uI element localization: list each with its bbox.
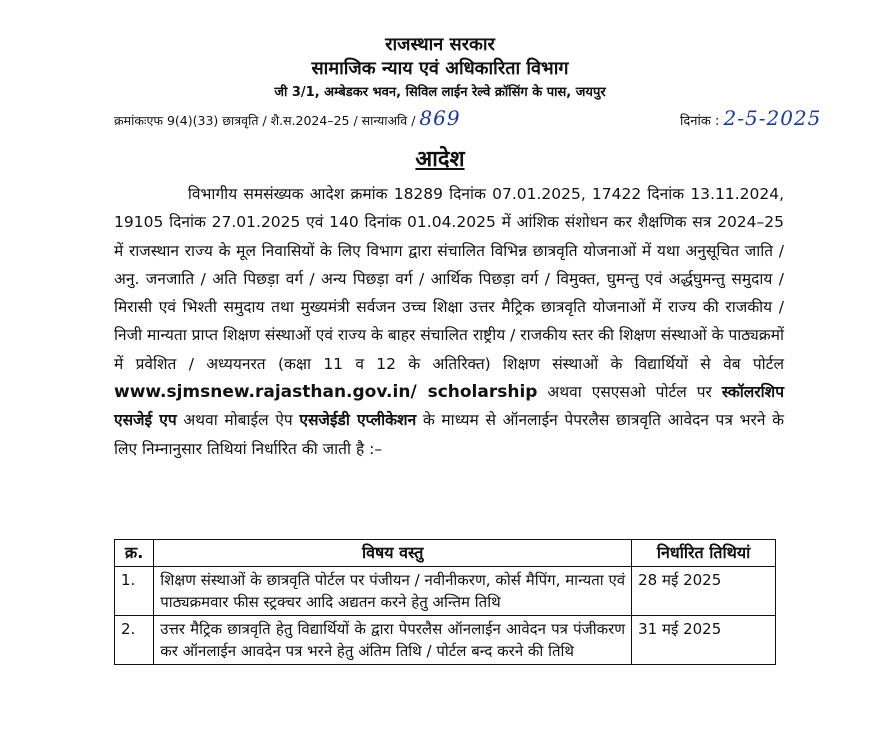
- table-row: [115, 616, 776, 665]
- row-subject: शिक्षण संस्थाओं के छात्रवृति पोर्टल पर पंजीयन / नवीनीकरण, कोर्स मैपिंग, मान्यता एवं पाठ्यक्रमवार फीस स्ट्रक्चर आदि अद्यतन करने हेतु अन्तिम तिथि: [154, 567, 632, 616]
- date-label: दिनांक :: [680, 114, 720, 129]
- row-serial: 2.: [115, 616, 154, 665]
- row-date: 31 मई 2025: [632, 616, 776, 665]
- app-name-1: स्कॉलरशिप एसजेई एप: [114, 383, 784, 430]
- schedule-table: [114, 539, 776, 665]
- portal-url: www.sjmsnew.rajasthan.gov.in/ scholarship: [114, 382, 538, 403]
- row-date: 28 मई 2025: [632, 567, 776, 616]
- row-serial: 1.: [115, 567, 154, 616]
- order-title: आदेश: [415, 147, 465, 172]
- reference-prefix: क्रमांकःएफ 9(4)(33) छात्रवृति / शै.स.2024–25 / सान्याअवि /: [114, 113, 416, 128]
- col-header-subject: विषय वस्तु: [154, 540, 632, 567]
- order-date: [680, 106, 821, 130]
- handwritten-number: 869: [419, 106, 461, 130]
- body-text-4: के माध्यम से ऑनलाईन पेपरलैस छात्रवृति आवेदन पत्र भरने के लिए निम्नानुसार तिथियां निर्धारित की जाती है :–: [114, 411, 784, 458]
- body-text-1: विभागीय समसंख्यक आदेश क्रमांक 18289 दिनांक 07.01.2025, 17422 दिनांक 13.11.2024, 19105 दिनांक 27.01.2025 एवं 140 दिनांक 01.04.2025 में आंशिक संशोधन कर शैक्षणिक सत्र 2024–25 में राजस्थान राज्य के मूल निवासियों के लिए विभाग द्वारा संचालित विभिन्न छात्रवृति योजनाओं में यथा अनुसूचित जाति / अनु. जनजाति / अति पिछड़ा वर्ग / अन्य पिछड़ा वर्ग / आर्थिक पिछड़ा वर्ग / विमुक्त, घुमन्तु एवं अर्द्धघुमन्तु समुदाय / मिरासी एवं भिश्ती समुदाय तथा मुख्यमंत्री सर्वजन उच्च शिक्षा उत्तर मैट्रिक छात्रवृति योजनाओं में राज्य की राजकीय / निजी मान्यता प्राप्त शिक्षण संस्थाओं एवं राज्य के बाहर संचालित राष्ट्रीय / राजकीय स्तर की शिक्षण संस्थाओं के पाठ्यक्रमों में प्रवेशित / अध्ययनरत (कक्षा 11 व 12 के अतिरिक्त) शिक्षण संस्थाओं के विद्यार्थियों से वेब पोर्टल: [114, 185, 784, 373]
- department-address: जी 3/1, अम्बेडकर भवन, सिविल लाईन रेल्वे क्रॉसिंग के पास, जयपुर: [274, 85, 606, 100]
- body-text-2: अथवा एसएसओ पोर्टल पर: [547, 383, 712, 402]
- govt-name: राजस्थान सरकार: [385, 34, 495, 55]
- handwritten-date: 2-5-2025: [723, 106, 822, 130]
- col-header-date: निर्धारित तिथियां: [632, 540, 776, 567]
- body-text-3: अथवा मोबाईल ऐप: [183, 411, 293, 430]
- department-name: सामाजिक न्याय एवं अधिकारिता विभाग: [311, 58, 569, 79]
- row-subject: उत्तर मैट्रिक छात्रवृति हेतु विद्यार्थियों के द्वारा पेपरलैस ऑनलाईन आवेदन पत्र पंजीकरण कर ऑनलाईन आवदेन पत्र भरने हेतु अंतिम तिथि / पोर्टल बन्द करने की तिथि: [154, 616, 632, 665]
- table-header-row: [115, 540, 776, 567]
- table-row: [115, 567, 776, 616]
- app-name-2: एसजेईडी एप्लीकेशन: [299, 411, 417, 430]
- col-header-serial: क्र.: [115, 540, 154, 567]
- reference-number: [114, 106, 461, 130]
- order-body: [114, 180, 784, 463]
